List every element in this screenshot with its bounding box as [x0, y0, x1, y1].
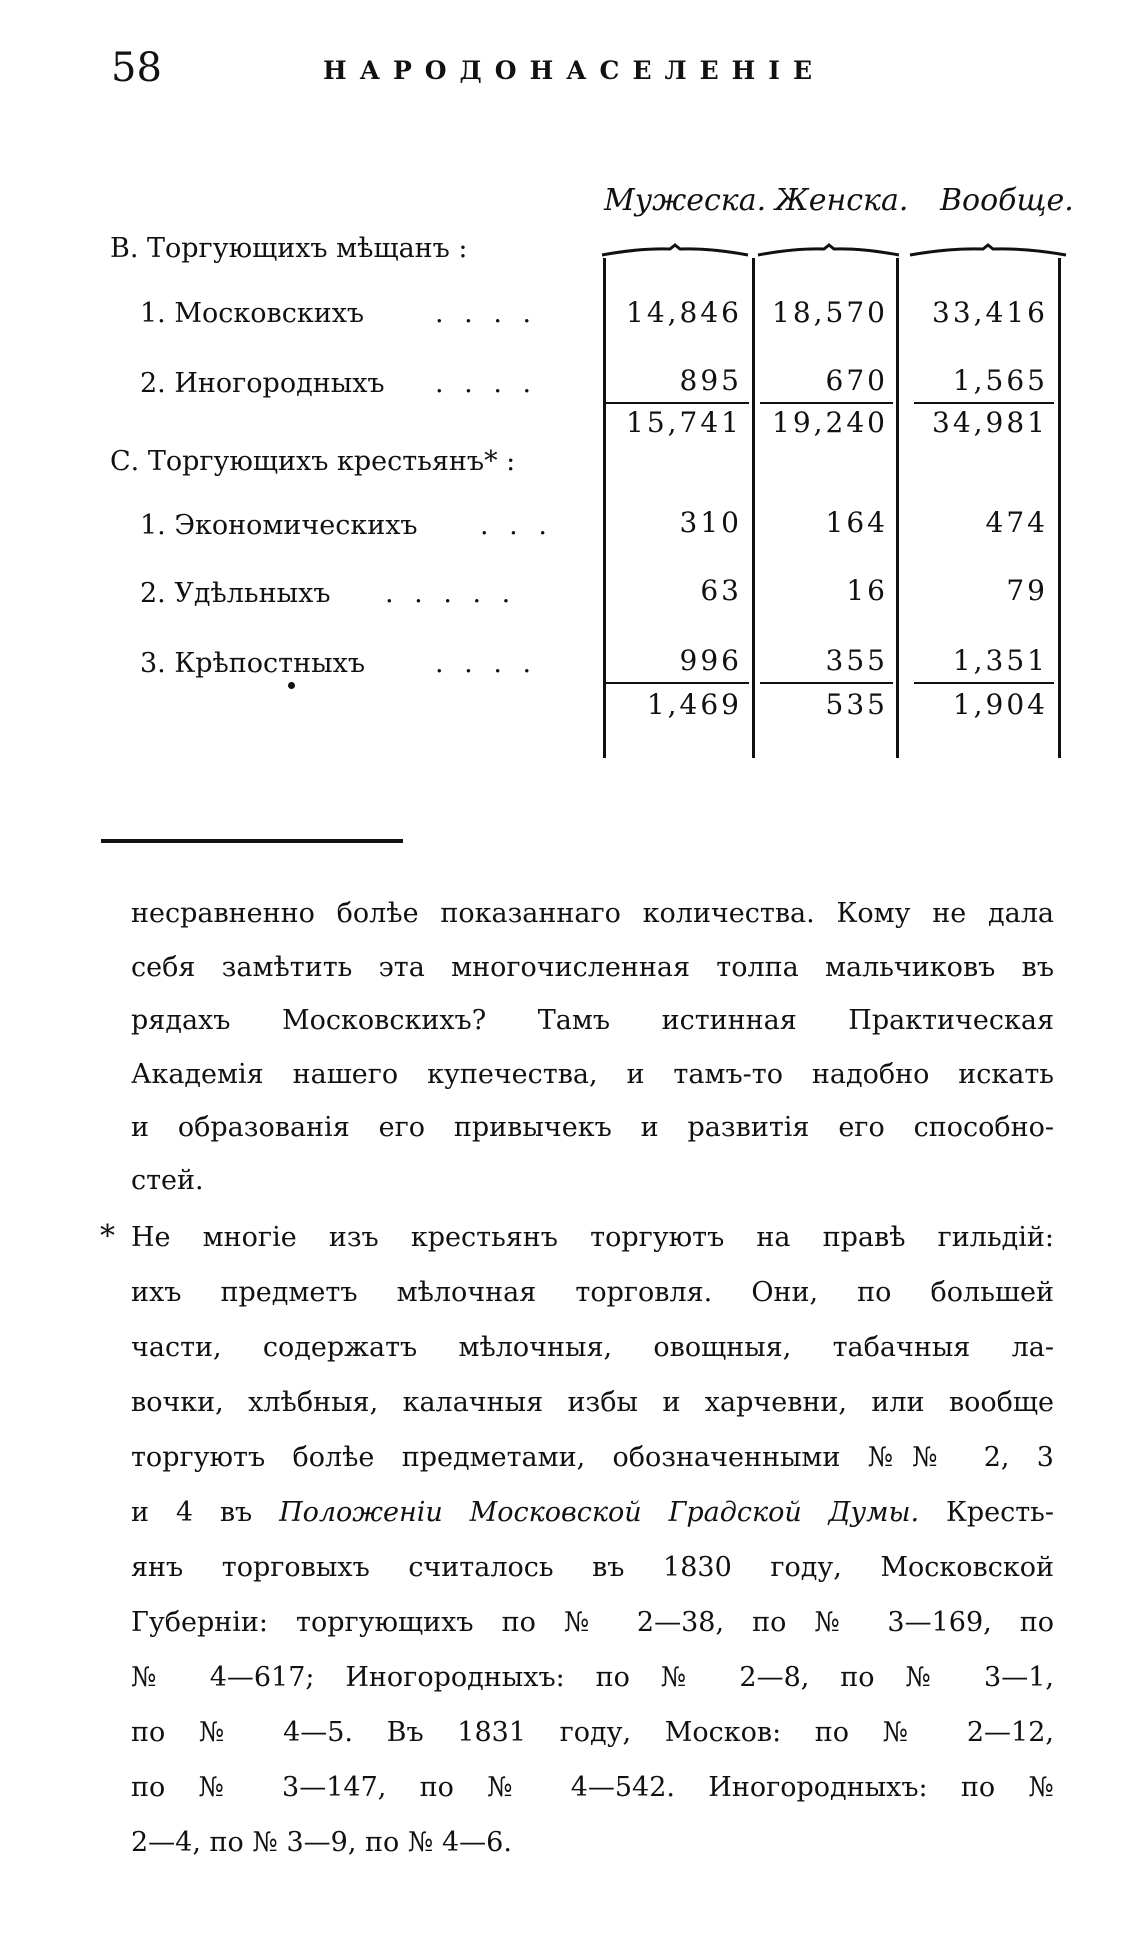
page-number: 58 — [111, 45, 162, 91]
brace-male — [600, 245, 750, 257]
footnote-line: по № 4—5. Въ 1831 году, Москов: по № 2—12, — [131, 1717, 1054, 1748]
table-cell: 79 — [1006, 574, 1048, 607]
table-vline-4 — [1058, 258, 1061, 758]
table-cell: 310 — [679, 506, 742, 539]
body-text-line: рядахъ Московскихъ? Тамъ истинная Практическая — [131, 1005, 1054, 1036]
footnote-rule — [101, 839, 403, 843]
body-text-line: стей. — [131, 1165, 204, 1196]
row-dots: . . . . . — [385, 578, 517, 609]
footnote-line-6-start: и 4 въ — [131, 1497, 280, 1528]
table-cell: 18,570 — [772, 296, 888, 329]
sum-rule — [606, 402, 749, 404]
table-cell: 16 — [846, 574, 888, 607]
sum-rule — [760, 402, 893, 404]
footnote-line: ихъ предметъ мѣлочная торговля. Они, по большей — [131, 1277, 1054, 1308]
row-label: 1. Экономическихъ — [140, 510, 418, 541]
table-cell: 996 — [679, 644, 742, 677]
row-label: 2. Удѣльныхъ — [140, 578, 331, 609]
row-dots: . . . . — [435, 648, 538, 679]
ink-dot — [288, 682, 295, 689]
footnote-line-6 — [131, 1499, 1054, 1526]
row-label: 3. Крѣпостныхъ — [140, 648, 366, 679]
table-cell: 33,416 — [932, 296, 1048, 329]
footnote-line: 2—4, по № 3—9, по № 4—6. — [131, 1827, 512, 1858]
brace-female — [756, 245, 901, 257]
column-header-total: Вообще. — [940, 183, 1074, 218]
table-cell: 1,565 — [952, 364, 1048, 397]
row-label: 1. Московскихъ — [140, 298, 365, 329]
footnote-line: торгуютъ болѣе предметами, обозначенными №№ 2, 3 — [131, 1442, 1054, 1473]
section-c-heading: С. Торгующихъ крестьянъ* : — [110, 446, 516, 477]
footnote-line: янъ торговыхъ считалось въ 1830 году, Московской — [131, 1552, 1054, 1583]
column-header-male: Мужеска. — [604, 183, 767, 218]
row-dots: . . . . — [435, 368, 538, 399]
running-title: НАРОДОНАСЕЛЕНІЕ — [323, 56, 826, 85]
total-cell: 1,469 — [646, 688, 742, 721]
body-text-line: себя замѣтить эта многочисленная толпа мальчиковъ въ — [131, 952, 1054, 983]
table-cell: 355 — [825, 644, 888, 677]
footnote-line: № 4—617; Иногородныхъ: по № 2—8, по № 3—1, — [131, 1662, 1054, 1693]
footnote-line: по № 3—147, по № 4—542. Иногородныхъ: по № — [131, 1772, 1054, 1803]
footnote-citation: Положеніи Московской Градской Думы. — [279, 1497, 920, 1528]
sum-rule — [606, 682, 749, 684]
footnote-line-6-end: Кресть- — [919, 1497, 1054, 1528]
total-cell: 34,981 — [932, 406, 1048, 439]
brace-total — [908, 245, 1068, 257]
row-label: 2. Иногородныхъ — [140, 368, 385, 399]
table-vline-2 — [752, 258, 755, 758]
total-cell: 1,904 — [952, 688, 1048, 721]
sum-rule — [914, 682, 1054, 684]
row-dots: . . . . — [435, 298, 538, 329]
row-dots: . . . — [480, 510, 553, 541]
table-cell: 14,846 — [626, 296, 742, 329]
body-text-line: и образованія его привычекъ и развитія его способно- — [131, 1112, 1054, 1143]
footnote-line: вочки, хлѣбныя, калачныя избы и харчевни, или вообще — [131, 1387, 1054, 1418]
footnote-line: части, содержатъ мѣлочныя, овощныя, табачныя ла- — [131, 1332, 1054, 1363]
table-cell: 63 — [700, 574, 742, 607]
table-cell: 895 — [679, 364, 742, 397]
total-cell: 535 — [825, 688, 888, 721]
footnote-marker: * — [100, 1219, 115, 1254]
footnote-line: Не многіе изъ крестьянъ торгуютъ на правѣ гильдій: — [131, 1222, 1054, 1253]
table-cell: 164 — [825, 506, 888, 539]
column-header-female: Женска. — [775, 183, 909, 218]
footnote-line: Губерніи: торгующихъ по № 2—38, по № 3—169, по — [131, 1607, 1054, 1638]
table-cell: 474 — [985, 506, 1048, 539]
table-cell: 1,351 — [952, 644, 1048, 677]
sum-rule — [760, 682, 893, 684]
section-b-heading: В. Торгующихъ мѣщанъ : — [110, 233, 468, 264]
table-cell: 670 — [825, 364, 888, 397]
total-cell: 15,741 — [626, 406, 742, 439]
body-text-line: Академія нашего купечества, и тамъ-то надобно искать — [131, 1059, 1054, 1090]
table-vline-3 — [896, 258, 899, 758]
total-cell: 19,240 — [772, 406, 888, 439]
body-text-line: несравненно болѣе показаннаго количества. Кому не дала — [131, 898, 1054, 929]
sum-rule — [914, 402, 1054, 404]
